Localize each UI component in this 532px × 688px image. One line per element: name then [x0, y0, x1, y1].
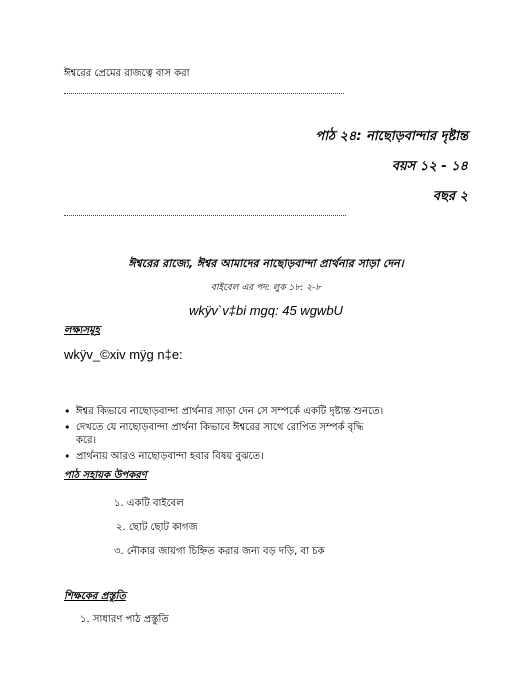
list-item: • ঈশ্বর কিভাবে নাছোড়বান্দা প্রার্থনার সাড়া দেন সে সম্পর্কে একটি দৃষ্টান্ত শুনতে। — [64, 405, 383, 418]
objectives-list — [64, 405, 383, 466]
materials-heading: পাঠ সহায়ক উপকরণ — [64, 470, 147, 481]
teacher-prep-heading: শিক্ষকের প্রস্তুতি — [64, 591, 126, 602]
list-item: ১. সাধারণ পাঠ প্রস্তুতি — [80, 614, 169, 625]
header-divider — [64, 93, 344, 94]
lesson-age: বয়স ১২ - ১৪ — [391, 159, 468, 174]
objectives-garbled-subheading: wkÿv_©xiv mÿg n‡e: — [64, 347, 183, 362]
list-item: ৩. নৌকার জায়গা চিহ্নিত করার জন্য বড় দড়ি, বা চক — [114, 546, 325, 557]
objectives-heading: লক্ষ্যসমূহ — [64, 325, 100, 336]
lesson-year: বছর ২ — [432, 189, 468, 204]
theme-heading: ঈশ্বরের রাজ্যে, ঈশ্বর আমাদের নাছোড়বান্দা প্রার্থনার সাড়া দেন। — [128, 257, 404, 270]
lesson-title: পাঠ ২৪: নাছোড়বান্দার দৃষ্টান্ত — [315, 129, 468, 144]
list-item: ১. একটি বাইবেল — [114, 498, 184, 509]
title-divider — [64, 215, 346, 216]
list-item: ২. ছোট ছোট কাগজ — [116, 522, 198, 533]
bible-reference: বাইবেল এর পদ: লুক ১৮: ২-৮ — [210, 283, 322, 293]
garbled-time-text: wkÿv`v‡bi mgq: 45 wgwbU — [189, 303, 343, 318]
list-item: • প্রার্থনায় আরও নাছোড়বান্দা হবার বিষয় বুঝতে। — [64, 450, 383, 463]
series-title: ঈশ্বরের প্রেমের রাজত্বে বাস করা — [64, 68, 190, 79]
list-item: • দেখতে যে নাছোড়বান্দা প্রার্থনা কিভাবে ঈশ্বরের সাথে রোপিত সম্পর্ক বৃদ্ধি করে। — [64, 421, 376, 447]
